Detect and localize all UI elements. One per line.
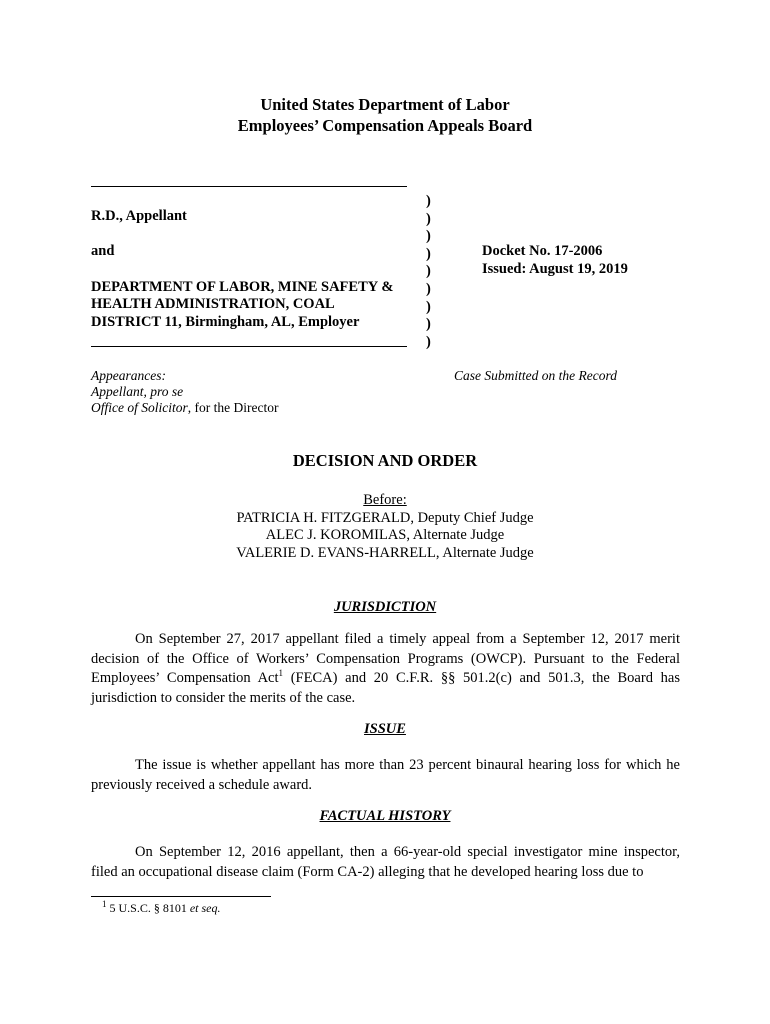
paren: )	[426, 263, 431, 280]
paren: )	[426, 316, 431, 333]
appearance-solicitor	[91, 400, 278, 417]
factual-history-paragraph: On September 12, 2016 appellant, then a 66-year-old special investigator mine inspector, filed an occupational disease claim (Form CA-2) alleging that he developed hearing loss due to	[91, 844, 680, 880]
caption-parentheses	[426, 193, 431, 351]
paren: )	[426, 228, 431, 245]
judge-1: PATRICIA H. FITZGERALD, Deputy Chief Judge	[236, 510, 534, 526]
and-text: and	[91, 243, 115, 259]
jurisdiction-paragraph	[91, 630, 680, 708]
decision-title: DECISION AND ORDER	[292, 451, 478, 470]
paren: )	[426, 298, 431, 315]
paren: )	[426, 280, 431, 297]
before-label: Before:	[363, 492, 407, 508]
employer-line-3: DISTRICT 11, Birmingham, AL, Employer	[91, 314, 360, 330]
employer-line-1: DEPARTMENT OF LABOR, MINE SAFETY &	[91, 279, 394, 295]
jurisdiction-heading: JURISDICTION	[333, 599, 437, 615]
appellant-name: R.D., Appellant	[91, 208, 187, 224]
paren: )	[426, 210, 431, 227]
appearances-label: Appearances:	[91, 368, 166, 383]
appearance-appellant: Appellant, pro se	[91, 384, 184, 399]
solicitor-office: Office of Solicitor	[91, 400, 188, 415]
issued-date: Issued: August 19, 2019	[482, 261, 628, 277]
footnote-number: 1	[102, 899, 107, 909]
docket-number: Docket No. 17-2006	[482, 243, 603, 259]
caption-top-rule	[91, 186, 407, 187]
footnote	[102, 901, 221, 915]
caption-bottom-rule	[91, 346, 407, 347]
board-title: Employees’ Compensation Appeals Board	[237, 116, 533, 135]
footnote-italic: et seq.	[189, 901, 221, 915]
paren: )	[426, 245, 431, 262]
footnote-text: 5 U.S.C. § 8101	[109, 901, 190, 915]
employer-line-2: HEALTH ADMINISTRATION, COAL	[91, 296, 335, 312]
judge-2: ALEC J. KOROMILAS, Alternate Judge	[265, 527, 505, 543]
solicitor-role: , for the Director	[187, 400, 279, 415]
case-submitted-note: Case Submitted on the Record	[454, 368, 617, 383]
factual-history-heading: FACTUAL HISTORY	[319, 808, 451, 824]
issue-heading: ISSUE	[364, 721, 406, 737]
issue-paragraph: The issue is whether appellant has more than 23 percent binaural hearing loss for which he previously received a schedule award.	[91, 757, 680, 793]
jurisdiction-text-cont: (FECA) and 20 C.F.R. §§ 501.2(c) and 501.3, the Board has jurisdiction to consider the merits of the case.	[91, 670, 680, 706]
agency-title: United States Department of Labor	[260, 95, 510, 114]
paren: )	[426, 193, 431, 209]
judge-3: VALERIE D. EVANS-HARRELL, Alternate Judge	[236, 545, 534, 561]
paren: )	[426, 333, 431, 350]
footnote-ref: 1	[278, 668, 284, 679]
footnote-rule	[91, 896, 271, 897]
jurisdiction-text: On September 27, 2017 appellant filed a timely appeal from a September 12, 2017 merit decision of the Office of Workers’ Compensation Programs (OWCP). Pursuant to the Federal Employees’ Compensation Act	[91, 631, 680, 687]
